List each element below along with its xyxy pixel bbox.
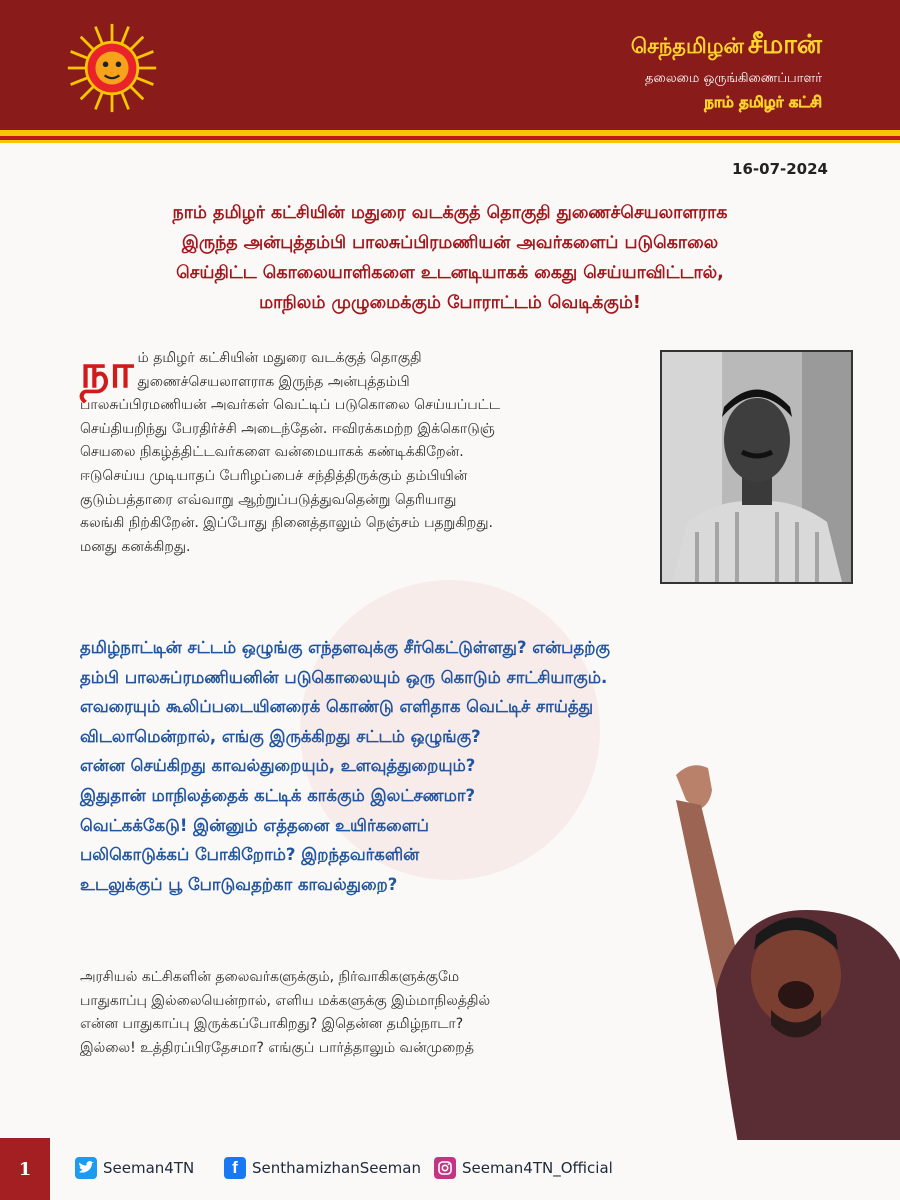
intro-paragraph: [80, 344, 642, 559]
party-name: நாம் தமிழர் கட்சி: [704, 93, 822, 111]
text-line: செயலை நிகழ்த்திட்டவர்களை வன்மையாகக் கண்டிக்கிறேன்.: [80, 444, 464, 461]
tiger-emblem-icon: [66, 22, 158, 114]
text-line: செய்தியறிந்து பேரதிர்ச்சி அடைந்தேன். ஈவிரக்கமற்ற இக்கொடுஞ்: [80, 420, 495, 437]
text-line: உடலுக்குப் பூ போடுவதற்கா காவல்துறை?: [80, 874, 398, 894]
headline-line: செய்திட்ட கொலையாளிகளை உடனடியாகக் கைது செய்யாவிட்டால்,: [176, 263, 724, 283]
text-line: இல்லை! உத்திரப்பிரதேசமா? எங்குப் பார்த்தாலும் வன்முறைத்: [80, 1039, 474, 1056]
header-banner: [0, 0, 900, 130]
dropcap: நா: [80, 344, 134, 398]
victim-portrait: [660, 350, 853, 584]
text-line: இதுதான் மாநிலத்தைக் கட்டிக் காக்கும் இலட்சணமா?: [80, 785, 476, 805]
text-line: ஈடுசெய்ய முடியாதப் பேரிழப்பைச் சந்தித்திருக்கும் தம்பியின்: [80, 467, 468, 484]
text-line: என்ன செய்கிறது காவல்துறையும், உளவுத்துறையும்?: [80, 756, 476, 776]
text-line: மனது கனக்கிறது.: [80, 538, 191, 555]
main-paragraph: [80, 633, 720, 899]
text-line: எவரையும் கூலிப்படையினரைக் கொண்டு எளிதாக வெட்டிச் சாய்த்து: [80, 697, 594, 717]
page-number: 1: [0, 1138, 50, 1200]
text-line: வெட்கக்கேடு! இன்னும் எத்தனை உயிர்களைப்: [80, 815, 429, 835]
text-line: விடலாமென்றால், எங்கு இருக்கிறது சட்டம் ஒழுங்கு?: [80, 726, 481, 746]
text-line: குடும்பத்தாரை எவ்வாறு ஆற்றுப்படுத்துவதென்று தெரியாது: [80, 491, 457, 508]
facebook-handle[interactable]: [224, 1157, 421, 1179]
closing-paragraph: [80, 966, 680, 1060]
text-line: கலங்கி நிற்கிறேன். இப்போது நினைத்தாலும் நெஞ்சம் பதறுகிறது.: [80, 515, 493, 532]
text-line: பலிகொடுக்கப் போகிறோம்? இறந்தவர்களின்: [80, 845, 420, 865]
text-line: தம்பி பாலசுப்ரமணியனின் படுகொலையும் ஒரு கொடும் சாட்சியாகும்.: [80, 667, 608, 687]
text-line: ம் தமிழர் கட்சியின் மதுரை வடக்குத் தொகுதி: [137, 350, 422, 366]
twitter-label: Seeman4TN: [103, 1159, 195, 1177]
facebook-label: SenthamizhanSeeman: [252, 1159, 421, 1177]
headline-line: இருந்த அன்புத்தம்பி பாலசுப்பிரமணியன் அவர்களைப் படுகொலை: [181, 233, 719, 253]
twitter-handle[interactable]: [75, 1157, 194, 1179]
headline: [40, 198, 860, 318]
headline-line: மாநிலம் முழுமைக்கும் போராட்டம் வெடிக்கும்!: [259, 293, 641, 313]
instagram-handle[interactable]: [434, 1157, 613, 1179]
instagram-label: Seeman4TN_Official: [462, 1159, 613, 1177]
text-line: என்ன பாதுகாப்பு இருக்கப்போகிறது? இதென்ன தமிழ்நாடா?: [80, 1016, 464, 1033]
name-main: சீமான்: [747, 30, 822, 60]
name-prefix: செந்தமிழன்: [630, 34, 744, 58]
facebook-icon: f: [224, 1157, 246, 1179]
designation: தலைமை ஒருங்கிணைப்பாளர்: [645, 71, 822, 86]
date: 16-07-2024: [732, 160, 828, 178]
header-stripe-yellow-2: [0, 140, 900, 143]
leader-name-block: [631, 30, 822, 113]
text-line: துணைச்செயலாளராக இருந்த அன்புத்தம்பி: [137, 373, 410, 390]
headline-line: நாம் தமிழர் கட்சியின் மதுரை வடக்குத் தொகுதி துணைச்செயலாளராக: [172, 203, 728, 223]
text-line: அரசியல் கட்சிகளின் தலைவர்களுக்கும், நிர்வாகிகளுக்குமே: [80, 969, 460, 985]
leader-photo: [646, 760, 900, 1160]
twitter-icon: [75, 1157, 97, 1179]
text-line: பாதுகாப்பு இல்லையென்றால், எளிய மக்களுக்கு இம்மாநிலத்தில்: [80, 992, 491, 1009]
text-line: தமிழ்நாட்டின் சட்டம் ஒழுங்கு எந்தளவுக்கு சீர்கெட்டுள்ளது? என்பதற்கு: [80, 638, 610, 657]
text-line: பாலசுப்பிரமணியன் அவர்கள் வெட்டிப் படுகொலை செய்யப்பட்ட: [80, 397, 500, 414]
instagram-icon: [434, 1157, 456, 1179]
